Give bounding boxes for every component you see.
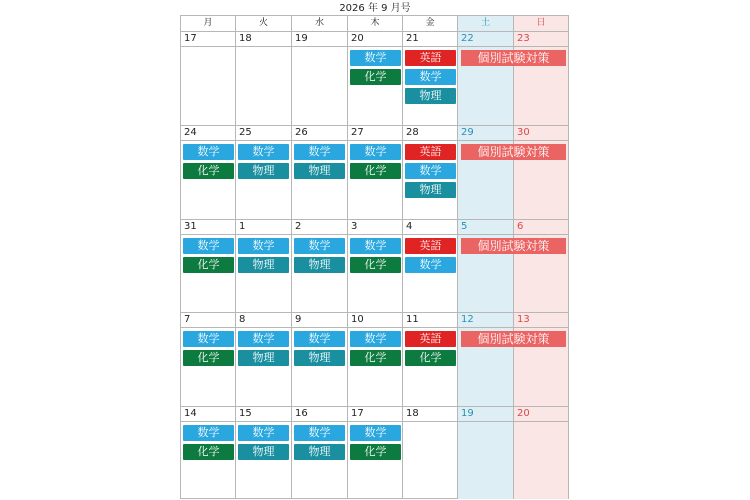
day-cell[interactable] — [403, 126, 458, 219]
day-cell[interactable] — [292, 32, 348, 125]
date-divider — [348, 421, 402, 422]
day-number: 9 — [295, 314, 302, 325]
day-cell[interactable] — [348, 313, 403, 406]
date-divider — [458, 46, 513, 47]
date-divider — [348, 327, 402, 328]
day-number: 20 — [351, 33, 364, 44]
math-tag[interactable]: 数学 — [350, 144, 401, 160]
math-tag[interactable]: 数学 — [238, 331, 289, 347]
day-number: 8 — [239, 314, 246, 325]
date-divider — [236, 327, 291, 328]
day-cell[interactable] — [458, 220, 514, 312]
day-cell[interactable] — [403, 32, 458, 125]
physics-tag[interactable]: 物理 — [294, 444, 345, 460]
date-divider — [292, 421, 347, 422]
physics-tag[interactable]: 物理 — [238, 444, 289, 460]
day-number: 18 — [239, 33, 252, 44]
date-divider — [181, 327, 235, 328]
weekend-exam-event[interactable]: 個別試験対策 — [461, 331, 566, 347]
day-cell[interactable] — [236, 313, 292, 406]
english-tag[interactable]: 英語 — [405, 50, 456, 66]
day-number: 3 — [351, 221, 358, 232]
date-divider — [181, 140, 235, 141]
english-tag[interactable]: 英語 — [405, 331, 456, 347]
date-divider — [181, 421, 235, 422]
day-cell[interactable] — [181, 407, 236, 499]
day-number: 2 — [295, 221, 302, 232]
math-tag[interactable]: 数学 — [183, 238, 234, 254]
date-divider — [292, 234, 347, 235]
day-number: 17 — [184, 33, 197, 44]
day-cell[interactable] — [403, 313, 458, 406]
day-number: 20 — [517, 408, 530, 419]
date-divider — [348, 234, 402, 235]
calendar-grid — [180, 15, 569, 499]
day-number: 4 — [406, 221, 413, 232]
math-tag[interactable]: 数学 — [405, 163, 456, 179]
math-tag[interactable]: 数学 — [183, 331, 234, 347]
week-row — [181, 407, 568, 499]
day-number: 29 — [461, 127, 474, 138]
day-number: 22 — [461, 33, 474, 44]
day-number: 21 — [406, 33, 419, 44]
physics-tag[interactable]: 物理 — [238, 350, 289, 366]
day-cell[interactable] — [181, 313, 236, 406]
day-cell[interactable] — [514, 313, 568, 406]
chemistry-tag[interactable]: 化学 — [350, 444, 401, 460]
day-number: 27 — [351, 127, 364, 138]
date-divider — [292, 140, 347, 141]
date-divider — [458, 421, 513, 422]
physics-tag[interactable]: 物理 — [405, 88, 456, 104]
physics-tag[interactable]: 物理 — [405, 182, 456, 198]
day-number: 25 — [239, 127, 252, 138]
date-divider — [458, 140, 513, 141]
day-cell[interactable] — [348, 220, 403, 312]
date-divider — [403, 234, 457, 235]
day-cell[interactable] — [348, 32, 403, 125]
chemistry-tag[interactable]: 化学 — [350, 350, 401, 366]
day-number: 30 — [517, 127, 530, 138]
day-cell[interactable] — [348, 407, 403, 499]
math-tag[interactable]: 数学 — [294, 144, 345, 160]
day-number: 7 — [184, 314, 191, 325]
day-number: 24 — [184, 127, 197, 138]
weekend-exam-event[interactable]: 個別試験対策 — [461, 238, 566, 254]
math-tag[interactable]: 数学 — [238, 144, 289, 160]
day-cell[interactable] — [181, 32, 236, 125]
weekday-header — [181, 16, 568, 32]
date-divider — [292, 327, 347, 328]
day-cell[interactable] — [458, 407, 514, 499]
date-divider — [236, 234, 291, 235]
day-cell[interactable] — [514, 32, 568, 125]
date-divider — [181, 234, 235, 235]
day-cell[interactable] — [292, 313, 348, 406]
date-divider — [236, 421, 291, 422]
date-divider — [292, 46, 347, 47]
day-number: 23 — [517, 33, 530, 44]
chemistry-tag[interactable]: 化学 — [405, 350, 456, 366]
day-number: 11 — [406, 314, 419, 325]
weekday-label: 土 — [458, 16, 514, 31]
math-tag[interactable]: 数学 — [294, 425, 345, 441]
date-divider — [348, 140, 402, 141]
math-tag[interactable]: 数学 — [350, 331, 401, 347]
day-cell[interactable] — [181, 220, 236, 312]
week-row — [181, 126, 568, 220]
day-number: 16 — [295, 408, 308, 419]
math-tag[interactable]: 数学 — [350, 238, 401, 254]
weekday-label: 金 — [403, 16, 458, 31]
day-number: 10 — [351, 314, 364, 325]
day-number: 15 — [239, 408, 252, 419]
week-row — [181, 313, 568, 407]
day-cell[interactable] — [292, 220, 348, 312]
date-divider — [348, 46, 402, 47]
math-tag[interactable]: 数学 — [405, 257, 456, 273]
english-tag[interactable]: 英語 — [405, 144, 456, 160]
day-number: 6 — [517, 221, 524, 232]
math-tag[interactable]: 数学 — [183, 425, 234, 441]
date-divider — [403, 46, 457, 47]
day-number: 1 — [239, 221, 246, 232]
day-number: 19 — [461, 408, 474, 419]
day-number: 12 — [461, 314, 474, 325]
day-cell[interactable] — [236, 220, 292, 312]
day-cell[interactable] — [292, 407, 348, 499]
math-tag[interactable]: 数学 — [238, 238, 289, 254]
day-number: 18 — [406, 408, 419, 419]
day-cell[interactable] — [292, 126, 348, 219]
english-tag[interactable]: 英語 — [405, 238, 456, 254]
date-divider — [514, 234, 568, 235]
day-number: 14 — [184, 408, 197, 419]
chemistry-tag[interactable]: 化学 — [350, 163, 401, 179]
chemistry-tag[interactable]: 化学 — [350, 257, 401, 273]
date-divider — [181, 46, 235, 47]
day-cell[interactable] — [458, 313, 514, 406]
date-divider — [514, 140, 568, 141]
day-cell[interactable] — [236, 32, 292, 125]
math-tag[interactable]: 数学 — [405, 69, 456, 85]
week-row — [181, 220, 568, 313]
date-divider — [403, 421, 457, 422]
math-tag[interactable]: 数学 — [294, 331, 345, 347]
date-divider — [236, 46, 291, 47]
date-divider — [514, 327, 568, 328]
day-cell[interactable] — [236, 126, 292, 219]
day-number: 26 — [295, 127, 308, 138]
weekday-label: 水 — [292, 16, 348, 31]
calendar-title: 2026 年 9 月号 — [339, 3, 411, 14]
week-row — [181, 32, 568, 126]
date-divider — [403, 140, 457, 141]
weekday-label: 日 — [514, 16, 568, 31]
chemistry-tag[interactable]: 化学 — [183, 350, 234, 366]
day-cell[interactable] — [458, 126, 514, 219]
chemistry-tag[interactable]: 化学 — [350, 69, 401, 85]
math-tag[interactable]: 数学 — [183, 144, 234, 160]
day-cell[interactable] — [458, 32, 514, 125]
physics-tag[interactable]: 物理 — [294, 257, 345, 273]
physics-tag[interactable]: 物理 — [238, 257, 289, 273]
physics-tag[interactable]: 物理 — [294, 350, 345, 366]
day-number: 17 — [351, 408, 364, 419]
physics-tag[interactable]: 物理 — [294, 163, 345, 179]
chemistry-tag[interactable]: 化学 — [183, 444, 234, 460]
day-cell[interactable] — [348, 126, 403, 219]
day-cell[interactable] — [514, 220, 568, 312]
day-number: 5 — [461, 221, 468, 232]
day-number: 19 — [295, 33, 308, 44]
day-cell[interactable] — [181, 126, 236, 219]
date-divider — [403, 327, 457, 328]
weekday-label: 火 — [236, 16, 292, 31]
chemistry-tag[interactable]: 化学 — [183, 257, 234, 273]
day-number: 28 — [406, 127, 419, 138]
date-divider — [458, 327, 513, 328]
date-divider — [458, 234, 513, 235]
day-cell[interactable] — [514, 126, 568, 219]
day-number: 31 — [184, 221, 197, 232]
chemistry-tag[interactable]: 化学 — [183, 163, 234, 179]
physics-tag[interactable]: 物理 — [238, 163, 289, 179]
weekday-label: 月 — [181, 16, 236, 31]
day-cell[interactable] — [403, 407, 458, 499]
day-number: 13 — [517, 314, 530, 325]
date-divider — [514, 46, 568, 47]
math-tag[interactable]: 数学 — [350, 425, 401, 441]
math-tag[interactable]: 数学 — [294, 238, 345, 254]
weekend-exam-event[interactable]: 個別試験対策 — [461, 50, 566, 66]
date-divider — [514, 421, 568, 422]
math-tag[interactable]: 数学 — [350, 50, 401, 66]
day-cell[interactable] — [403, 220, 458, 312]
day-cell[interactable] — [514, 407, 568, 499]
date-divider — [236, 140, 291, 141]
day-cell[interactable] — [236, 407, 292, 499]
weekend-exam-event[interactable]: 個別試験対策 — [461, 144, 566, 160]
math-tag[interactable]: 数学 — [238, 425, 289, 441]
weekday-label: 木 — [348, 16, 403, 31]
